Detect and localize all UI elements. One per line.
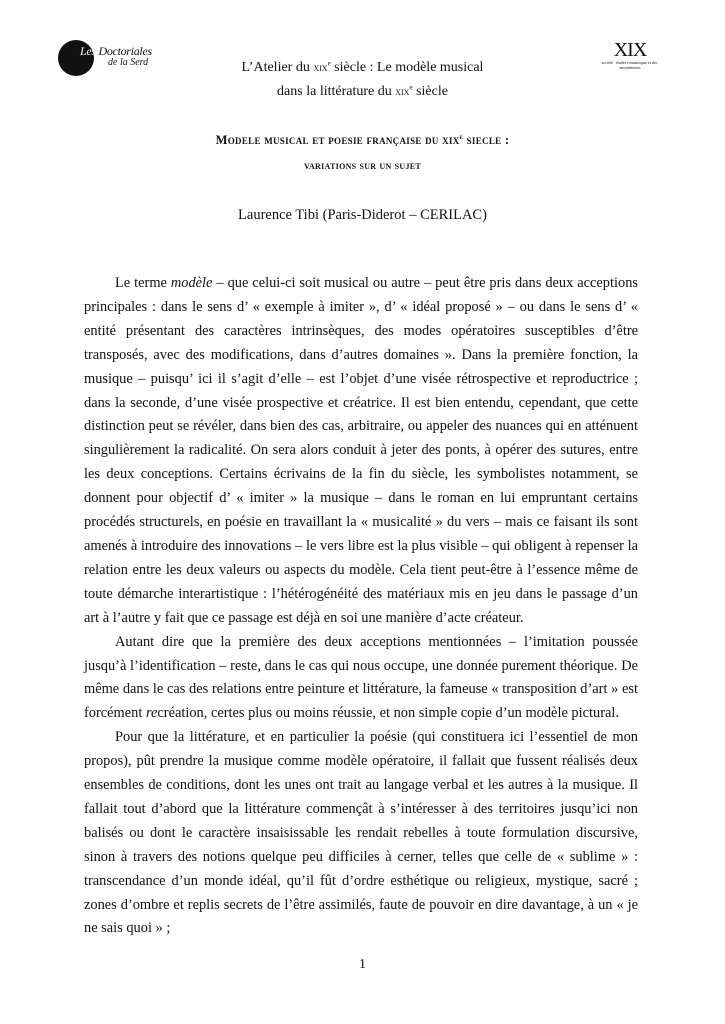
paper-title-line2: variations sur un sujet xyxy=(303,160,422,172)
author-affiliation: Laurence Tibi (Paris-Diderot – CERILAC) xyxy=(238,207,487,223)
page-number: 1 xyxy=(359,957,366,972)
paper-title-line1: Modele musical et poesie française du xix$^e$ siecle : xyxy=(215,132,510,147)
paragraph-1: Le terme modèle – que celui-ci soit musical ou autre – peut être pris dans deux acceptions principales : dans le sens d’ « exemple à imiter », d’ « idéal proposé » – ou dans le sens d’ « entité présentant des caractères intrinsèques, des modes opératoires susceptibles d’être transposés, avec des modifications, dans d’autres domaines ». Dans la première fonction, la musique – puisqu’ ici il s’agit d’elle – est l’objet d’une visée rétrospective et reproductrice ; dans la seconde, d’une visée prospective et créatrice. Il est bien entendu, cependant, que cette distinction peut se révéler, dans bien des cas, arbitraire, ou appeler des nuances qui en atténuent singulièrement la radicalité. On sera alors conduit à jeter des ponts, à opérer des sutures, entre les deux conceptions. Certains écrivains de la fin du siècle, les symbolistes notamment, se donnent pour objectif d’ « imiter » la musique – dans le roman en lui empruntant certains procédés structurels, en poésie en travaillant la « musicalité » du vers – mais ce faisant ils sont amenés à introduire des innovations – le vers libre est la plus visible – qui obligent à repenser la relation entre les deux valeurs ou aspects du modèle. Cela tient peut-être à l’essence même de toute démarche interartistique : l’hétérogénéité des matériaux mis en jeu dans le passage d’un art à l’autre y fait que ce passage est déjà en soi une manière d’acte créateur. xyxy=(84,275,638,626)
paragraph-2: Autant dire que la première des deux acceptions mentionnées – l’imitation poussée jusqu’à l’identification – reste, dans le cas qui nous occupe, une donnée purement théorique. De même dans le cas des relations entre peinture et littérature, la fameuse « transposition d’art » est forcément recréation, certes plus ou moins réussie, et non simple copie d’un modèle pictural. xyxy=(84,633,638,722)
xix-logo-subtitle: société · études romantiques et dix-neuviémistes xyxy=(601,60,659,70)
xix-logo-mark: XIX xyxy=(613,39,647,61)
logo-text-line2: de la Serd xyxy=(108,57,149,68)
paragraph-3: Pour que la littérature, et en particulier la poésie (qui constituera ici l’essentiel de mon propos), pût prendre la musique comme modèle opératoire, il fallait que fussent réalisés deux ensembles de conditions, dont les unes ont trait au langage verbal et les autres à la musique. Il fallait tout d’abord que la littérature commençât à s’intéresser à des territoires jusqu’ici non balisés ou dont le caractère insaisissable les rendait rebelles à toute formulation discursive, sinon à travers des notions quelque peu difficiles à cerner, telles que celle de « sublime » : transcendance d’un monde idéal, qu’il fût d’ordre esthétique ou religieux, mystique, sacré ; zones d’ombre et replis secrets de l’être assimilés, faute de pouvoir en dire davantage, à un « je ne sais quoi » ; xyxy=(84,729,638,937)
running-header-line1: L’Atelier du xix$^e$ siècle : Le modèle musical xyxy=(241,59,484,75)
logo-text-line1: Les Doctoriales xyxy=(80,44,152,58)
body-text xyxy=(84,272,638,941)
running-header-line2: dans la littérature du xix$^e$ siècle xyxy=(277,83,448,99)
